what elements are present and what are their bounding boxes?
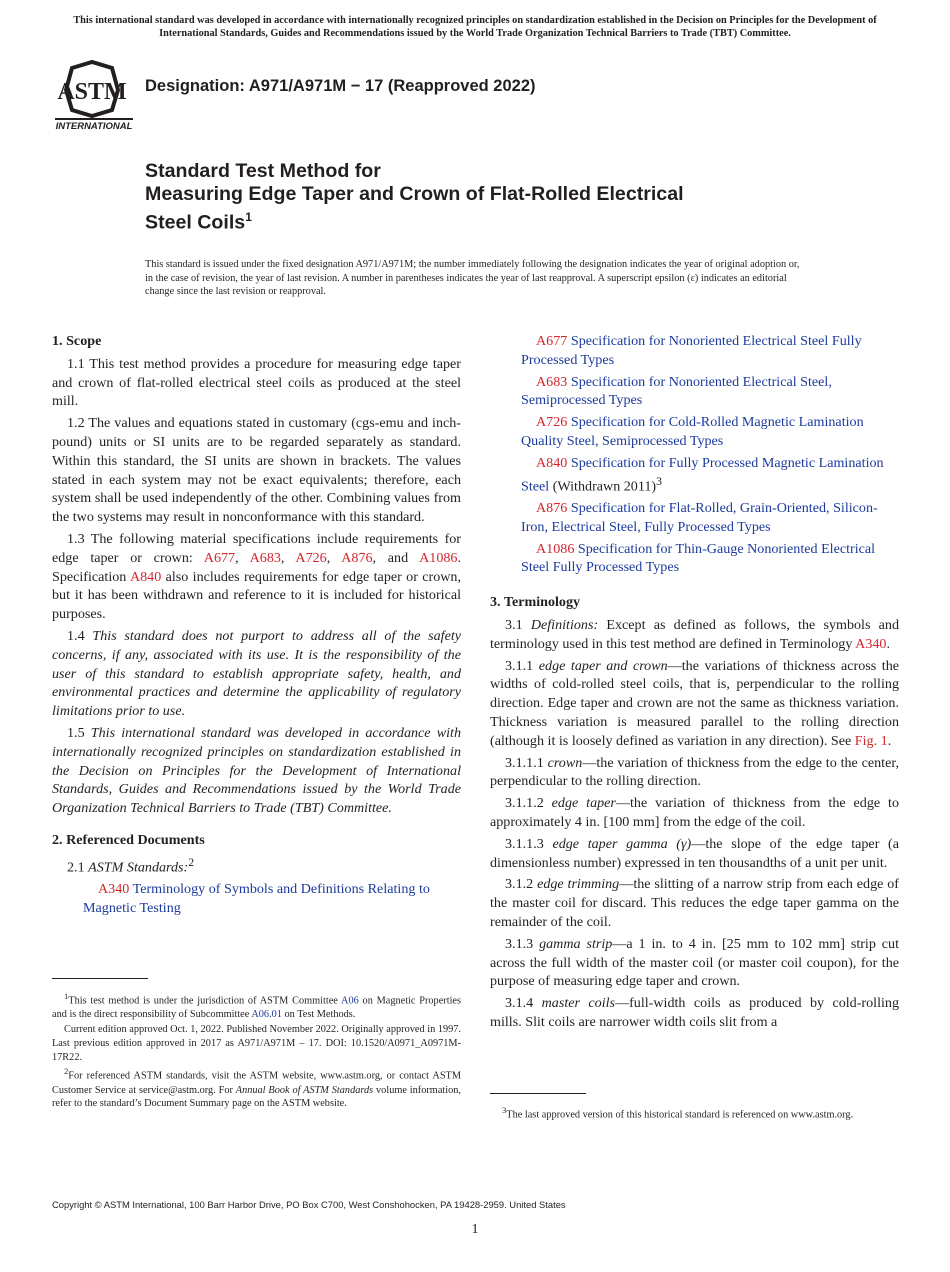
ref-link-a1086[interactable]: A1086	[536, 540, 575, 557]
ref-a683	[505, 373, 899, 411]
link-a677[interactable]: A677	[203, 549, 236, 566]
para-3-1: 3.1 Definitions: Except as defined as follows, the symbols and terminology used in this test method are defined in Terminology A340.	[490, 617, 900, 652]
ref-a340	[67, 880, 461, 918]
ref-a876	[505, 499, 899, 537]
copyright: Copyright © ASTM International, 100 Barr Harbor Drive, PO Box C700, West Conshohocken, PA 19428-2959. United States	[52, 1199, 566, 1210]
ref-a840: A840 Specification for Fully Processed Magnetic Lamination Steel (Withdrawn 2011)$^3$	[521, 454, 884, 495]
page-number: 1	[471, 1222, 479, 1237]
para-3-1-2: 3.1.2 edge trimming—the slitting of a narrow strip from each edge of the master coil for discard. This reduces the edge taper gamma on the remainder of the coil.	[490, 876, 899, 930]
ref-link-a840[interactable]: A840	[536, 454, 568, 471]
para-3-1-1-2: 3.1.1.2 edge taper—the variation of thickness from the edge to approximately 4 in. [100 mm] from the edge of the coil.	[490, 795, 899, 831]
scope-heading: 1. Scope	[52, 333, 102, 349]
title-line-3: Steel Coils$^1$	[145, 210, 252, 234]
ref-link-a726[interactable]: A726	[536, 414, 568, 431]
para-3-1-4: 3.1.4 master coils—full-width coils as produced by cold-rolling mills. Slit coils are narrower width coils slit from a	[490, 995, 899, 1030]
ref-title-a840[interactable]: Specification for Fully Processed Magnetic Lamination Steel	[521, 454, 884, 495]
para-1-5: 1.5 This international standard was developed in accordance with internationally recognized principles on standardization established in the Decision on Principles for the Development of International Standards, Guides and Recommendations issued by the World Trade Organization Technical Barriers to Trade (TBT) Committee.	[52, 724, 461, 817]
link-a840[interactable]: A840	[129, 568, 162, 585]
footnote-1: $^1$This test method is under the jurisdiction of ASTM Committee A06 on Magnetic Properties and is the direct responsibility of Subcommittee A06.01 on Test Methods.	[52, 991, 462, 1021]
title-line-2: Measuring Edge Taper and Crown of Flat-Rolled Electrical	[145, 183, 684, 205]
link-a876[interactable]: A876	[341, 549, 373, 566]
para-1-1: 1.1 This test method provides a procedure for measuring edge taper and crown of flat-rolled electrical steel coils as produced at the steel mill.	[52, 355, 461, 410]
logo-subtext: INTERNATIONAL	[55, 121, 133, 132]
para-1-3: 1.3 The following material specifications include requirements for edge taper or crown: A677, A683, A726, A876, and A1086. Specification A840 also includes requirements for edge taper or crown, but it has been withdrawn and reference to it is included for historical purposes.	[52, 530, 461, 623]
para-3-1-3: 3.1.3 gamma strip—a 1 in. to 4 in. [25 mm to 102 mm] strip cut across the full width of the master coil (or master coil coupon), for the purpose of measuring edge taper and crown.	[490, 935, 899, 990]
link-a340[interactable]: A340	[98, 881, 130, 898]
link-subcommittee-a06-01[interactable]: A06.01	[251, 1009, 282, 1021]
link-a683[interactable]: A683	[249, 549, 281, 566]
ref-title-a876[interactable]: Specification for Flat-Rolled, Grain-Oriented, Silicon-Iron, Electrical Steel, Fully Processed Types	[521, 500, 878, 535]
logo-text: ASTM	[57, 79, 127, 105]
footnote-divider-right	[490, 1093, 586, 1094]
title-footnote-ref: 1	[245, 210, 252, 224]
para-1-2: 1.2 The values and equations stated in customary (cgs-emu and inch-pound) units or SI units are to be regarded separately as standard. Within this standard, the SI units are shown in brackets. The values stated in each system may not be exact equivalents; therefore, each system shall be used independently of the other. Combining values from the two systems may result in nonconformance with this standard.	[52, 415, 461, 526]
ref-link-a876[interactable]: A876	[536, 500, 568, 517]
ref-title-a726[interactable]: Specification for Cold-Rolled Magnetic Lamination Quality Steel, Semiprocessed Types	[521, 414, 864, 449]
link-committee-a06[interactable]: A06	[341, 995, 359, 1007]
para-3-1-1: 3.1.1 edge taper and crown—the variations of thickness across the widths of cold-rolled steel coils, that is, perpendicular to the rolling direction. Edge taper and crown are not the same as thickness variation. Thickness variation is measured parallel to the rolling direction (although it is loosely defined as variation in any direction). See Fig. 1.	[490, 657, 900, 749]
para-3-1-1-1: 3.1.1.1 crown—the variation of thickness from the edge to the center, perpendicular to the rolling direction.	[490, 754, 900, 790]
document-title	[145, 160, 845, 235]
ref-link-a683[interactable]: A683	[536, 373, 568, 390]
designation: Designation: A971/A971M − 17 (Reapproved 2022)	[145, 77, 536, 95]
title-line-1: Standard Test Method for	[145, 160, 381, 182]
ref-title-a677[interactable]: Specification for Nonoriented Electrical Steel Fully Processed Types	[521, 333, 862, 368]
footnote-3: $^3$The last approved version of this historical standard is referenced on www.astm.org.	[502, 1105, 854, 1121]
footnotes-left	[52, 990, 461, 1112]
ref-title-a683[interactable]: Specification for Nonoriented Electrical Steel, Semiprocessed Types	[521, 373, 832, 409]
ref-a726	[505, 413, 899, 451]
issued-note: This standard is issued under the fixed designation A971/A971M; the number immediately following the designation indicates the year of original adoption or, in the case of revision, the year of last revision. A number in parentheses indicates the year of last reapproval. A superscript epsilon (ε) indicates an editorial change since the last revision or reapproval.	[145, 259, 800, 298]
referenced-documents-heading: 2. Referenced Documents	[52, 831, 205, 848]
para-3-1-1-3: 3.1.1.3 edge taper gamma (γ)—the slope of the edge taper (a dimensionless number) expressed in ten thousandths of a unit per unit.	[490, 835, 900, 871]
footnote-1-edition: Current edition approved Oct. 1, 2022. Published November 2022. Originally approved in 1997. Last previous edition approved in 2017 as A971/A971M – 17. DOI: 10.1520/A0971_A0971M-17R22.	[52, 1024, 461, 1063]
right-column	[490, 332, 899, 1035]
ref-title-a1086[interactable]: Specification for Thin-Gauge Nonoriented Electrical Steel Fully Processed Types	[521, 540, 876, 576]
link-fig-1[interactable]: Fig. 1	[854, 732, 888, 749]
link-terminology-a340[interactable]: A340	[855, 635, 887, 652]
ref-a677	[505, 332, 899, 370]
tbt-banner: This international standard was developed in accordance with internationally recognized principles on standardization established in the Decision on Principles for the Development of International Standards, Guides and Recommendations issued by the World Trade Organization Technical Barriers to Trade (TBT) Committee.	[73, 15, 877, 39]
ref-a1086	[505, 540, 899, 578]
footnote-right	[490, 1104, 899, 1122]
left-column	[52, 332, 461, 921]
link-a340-title[interactable]: Terminology of Symbols and Definitions Relating to Magnetic Testing	[83, 881, 430, 916]
link-a726[interactable]: A726	[295, 549, 327, 566]
para-2-1: 2.1 ASTM Standards:$^2$	[67, 855, 195, 876]
para-1-4: 1.4 This standard does not purport to address all of the safety concerns, if any, associated with its use. It is the responsibility of the user of this standard to establish appropriate safety, health, and environmental practices and determine the applicability of regulatory limitations prior to use.	[52, 627, 462, 720]
astm-logo-icon	[52, 56, 136, 132]
ref-link-a677[interactable]: A677	[536, 333, 568, 349]
terminology-heading: 3. Terminology	[490, 594, 581, 611]
link-a1086[interactable]: A1086	[419, 549, 458, 566]
footnote-2: $^2$For referenced ASTM standards, visit the ASTM website, www.astm.org, or contact ASTM Customer Service at service@astm.org. For Annual Book of ASTM Standards volume information, refer to the standard’s Document Summary page on the ASTM website.	[52, 1066, 461, 1110]
footnote-divider-left	[52, 978, 148, 979]
